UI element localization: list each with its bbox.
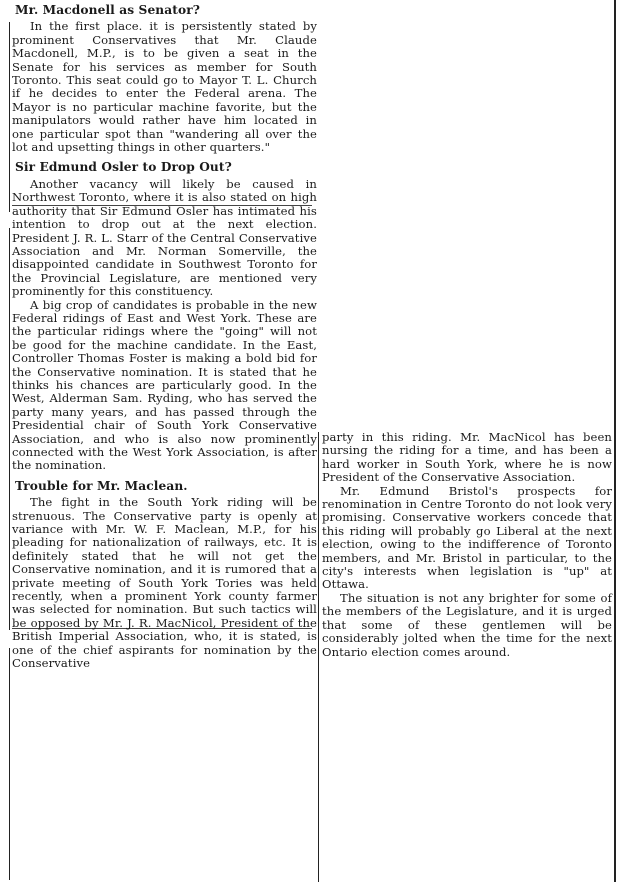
column-divider-rule — [318, 432, 319, 882]
article-paragraph: In the first place. it is persistently stated by prominent Conservatives that Mr. Claude Macdonell, M.P., is to be given a seat in the Senate for his services as member for South Toronto. This seat could go to Mayor T. L. Church if he decides to enter the Federal arena. The Mayor is no particular machine favorite, but the manipulators would rather have him located in one particular spot than "wandering all over the lot and upsetting things in other quarters." — [12, 19, 317, 155]
section-heading: Mr. Macdonell as Senator? — [15, 3, 200, 17]
left-column-rule — [9, 228, 10, 630]
left-column — [12, 3, 317, 671]
article-paragraph: party in this riding. Mr. MacNicol has been nursing the riding for a time, and has been a hard worker in South York, where he is now President of the Conservative Association. — [322, 430, 612, 485]
right-column — [322, 431, 612, 659]
article-paragraph: A big crop of candidates is probable in the new Federal ridings of East and West York. These are the particular ridings where the "going" will not be good for the machine candidate. In the East, Controller Thomas Foster is making a bold bid for the Conservative nomination. It is stated that he thinks his chances are particularly good. In the West, Alderman Sam. Ryding, who has served the party many years, and has passed through the Presidential chair of South York Conservative Association, and who is also now prominently connected with the West York Association, is after the nomination. — [12, 297, 317, 473]
page-edge-rule — [614, 0, 616, 882]
article-paragraph: The situation is not any brighter for some of the members of the Legislature, and it is urged that some of these gentlemen will be considerably jolted when the time for the next Ontario election comes around. — [322, 590, 612, 659]
section-heading: Trouble for Mr. Maclean. — [15, 478, 188, 493]
left-column-rule — [9, 22, 10, 212]
article-paragraph: Mr. Edmund Bristol's prospects for renomination in Centre Toronto do not look very promising. Conservative workers concede that this riding will probably go Liberal at the next election, owing to the indifference of Toronto members, and Mr. Bristol in particular, to the city's interests when legislation is "up" at Ottawa. — [322, 483, 612, 592]
section-heading: Sir Edmund Osler to Drop Out? — [15, 160, 232, 175]
left-column-rule — [9, 648, 10, 880]
article-paragraph: Another vacancy will likely be caused in Northwest Toronto, where it is also stated on high authority that Sir Edmund Osler has intimated his intention to drop out at the next election. President J. R. L. Starr of the Central Conservative Association and Mr. Norman Somerville, the disappointed candidate in Southwest Toronto for the Provincial Legislature, are mentioned very prominently for this constituency. — [12, 176, 317, 299]
article-paragraph: The fight in the South York riding will be strenuous. The Conservative party is openly at variance with Mr. W. F. Maclean, M.P., for his pleading for nationalization of railways, etc. It is definitely stated that he will not get the Conservative nomination, and it is rumored that a private meeting of South York Tories was held recently, when a prominent York county farmer was selected for nomination. But such tactics will be opposed by Mr. J. R. MacNicol, President of the British Imperial Association, who, it is stated, is one of the chief aspirants for nomination by the Conservative — [12, 495, 317, 671]
